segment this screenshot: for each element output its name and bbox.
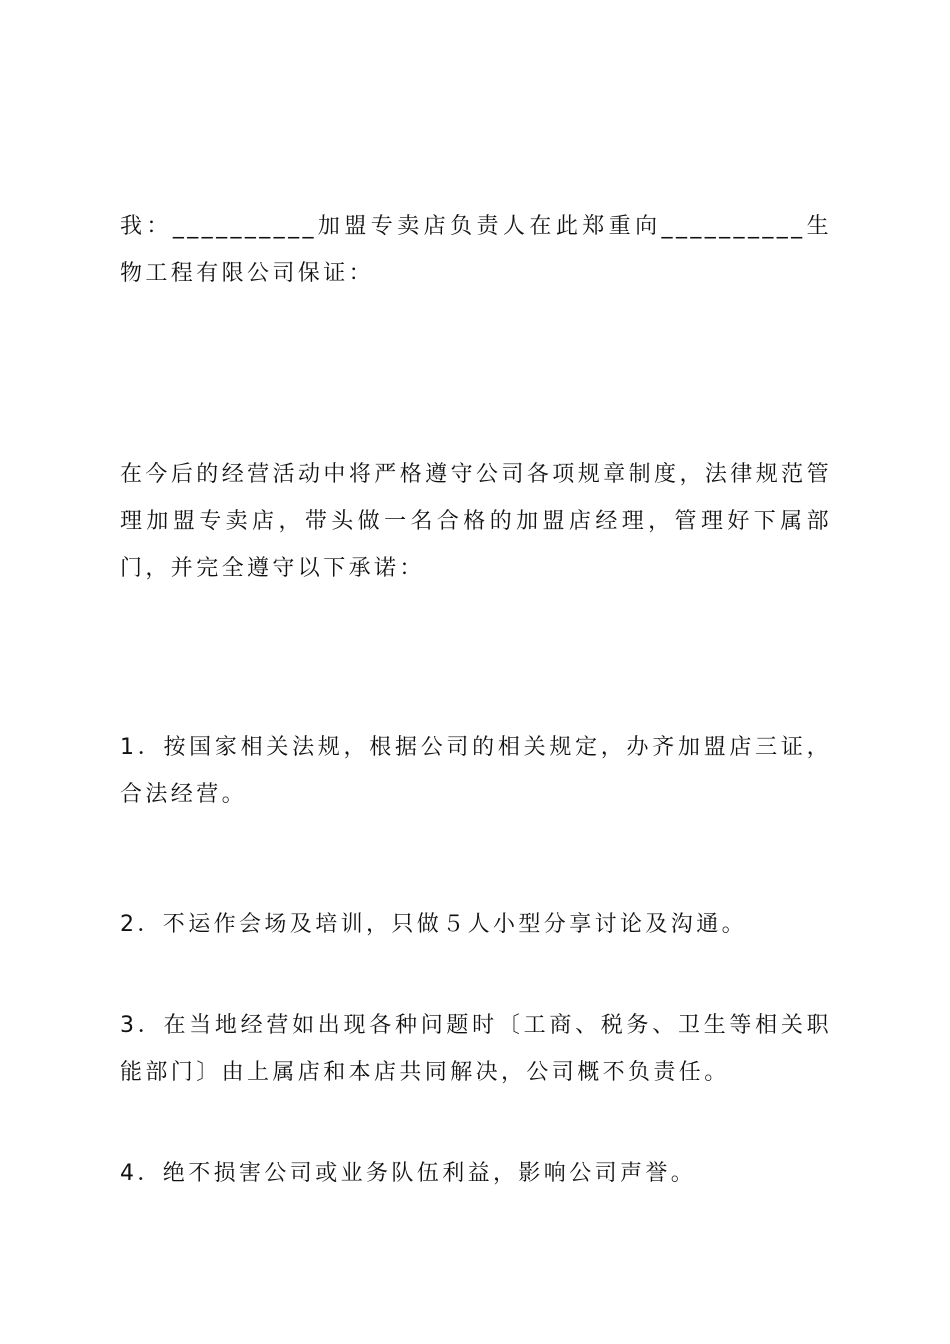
intro-paragraph: 我：__________加盟专卖店负责人在此郑重向__________生物工程有限公司保证：: [120, 214, 832, 286]
body-paragraph: 在今后的经营活动中将严格遵守公司各项规章制度，法律规范管理加盟专卖店，带头做一名合格的加盟店经理，管理好下属部门，并完全遵守以下承诺：: [120, 462, 832, 581]
commitment-item-4: 4．绝不损害公司或业务队伍利益，影响公司声誉。: [120, 1161, 697, 1186]
commitment-item-2: 2．不运作会场及培训，只做５人小型分享讨论及沟通。: [120, 912, 747, 937]
commitment-item-3: 3．在当地经营如出现各种问题时〔工商、税务、卫生等相关职能部门〕由上属店和本店共同解决，公司概不负责任。: [120, 1013, 832, 1085]
commitment-item-1: 1．按国家相关法规，根据公司的相关规定，办齐加盟店三证，合法经营。: [120, 735, 832, 807]
